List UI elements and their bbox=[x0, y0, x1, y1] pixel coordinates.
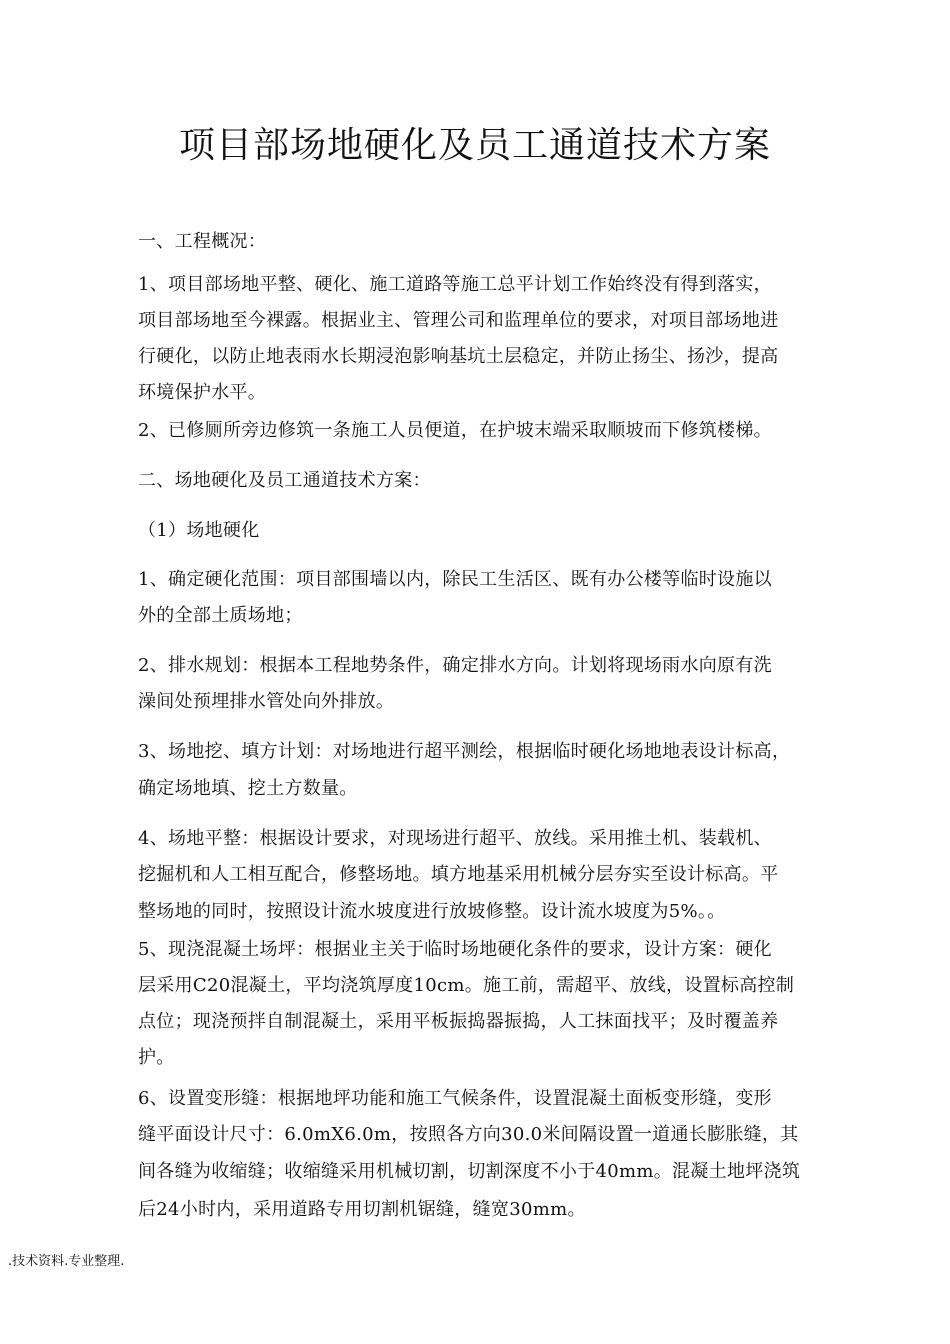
section-heading-plan: 二、场地硬化及员工通道技术方案： bbox=[138, 470, 431, 491]
page-footer: .技术资料.专业整理. bbox=[8, 1254, 125, 1269]
body-line: 6、设置变形缝：根据地坪功能和施工气候条件，设置混凝土面板变形缝，变形 bbox=[138, 1088, 772, 1109]
body-line: 项目部场地至今裸露。根据业主、管理公司和监理单位的要求，对项目部场地进 bbox=[138, 310, 779, 331]
body-line: 外的全部土质场地； bbox=[138, 605, 303, 626]
body-line: 5、现浇混凝土场坪：根据业主关于临时场地硬化条件的要求，设计方案：硬化 bbox=[138, 939, 772, 960]
body-line: 2、已修厕所旁边修筑一条施工人员便道，在护坡末端采取顺坡而下修筑楼梯。 bbox=[138, 420, 772, 441]
document-title: 项目部场地硬化及员工通道技术方案 bbox=[178, 125, 771, 166]
body-line: 1、项目部场地平整、硬化、施工道路等施工总平计划工作始终没有得到落实， bbox=[138, 274, 772, 295]
body-line: 确定场地填、挖土方数量。 bbox=[138, 778, 358, 799]
body-line: 4、场地平整：根据设计要求，对现场进行超平、放线。采用推土机、装载机、 bbox=[138, 828, 772, 849]
body-line: 层采用C20混凝土，平均浇筑厚度10cm。施工前，需超平、放线，设置标高控制 bbox=[138, 975, 795, 996]
body-line: 点位；现浇预拌自制混凝土，采用平板振捣器振捣，人工抹面找平；及时覆盖养 bbox=[138, 1011, 779, 1032]
body-line: 缝平面设计尺寸：6.0mX6.0m，按照各方向30.0米间隔设置一道通长膨胀缝，其 bbox=[138, 1124, 799, 1145]
body-line: 后24小时内，采用道路专用切割机锯缝，缝宽30mm。 bbox=[138, 1199, 586, 1220]
body-line: 整场地的同时，按照设计流水坡度进行放坡修整。设计流水坡度为5%。。 bbox=[138, 901, 726, 922]
body-line: 1、确定硬化范围：项目部围墙以内，除民工生活区、既有办公楼等临时设施以 bbox=[138, 569, 772, 590]
body-line: 澡间处预埋排水管处向外排放。 bbox=[138, 691, 395, 712]
body-line: 2、排水规划：根据本工程地势条件，确定排水方向。计划将现场雨水向原有洗 bbox=[138, 655, 772, 676]
body-line: 3、场地挖、填方计划：对场地进行超平测绘，根据临时硬化场地地表设计标高， bbox=[138, 741, 791, 762]
body-line: 间各缝为收缩缝；收缩缝采用机械切割，切割深度不小于40mm。混凝土地坪浇筑 bbox=[138, 1161, 801, 1182]
section-heading-overview: 一、工程概况： bbox=[138, 231, 267, 252]
body-line: 护。 bbox=[138, 1047, 175, 1068]
subsection-heading: （1）场地硬化 bbox=[138, 520, 260, 541]
body-line: 挖掘机和人工相互配合，修整场地。填方地基采用机械分层夯实至设计标高。平 bbox=[138, 864, 779, 885]
body-line: 环境保护水平。 bbox=[138, 382, 267, 403]
body-line: 行硬化，以防止地表雨水长期浸泡影响基坑土层稳定，并防止扬尘、扬沙，提高 bbox=[138, 346, 779, 367]
